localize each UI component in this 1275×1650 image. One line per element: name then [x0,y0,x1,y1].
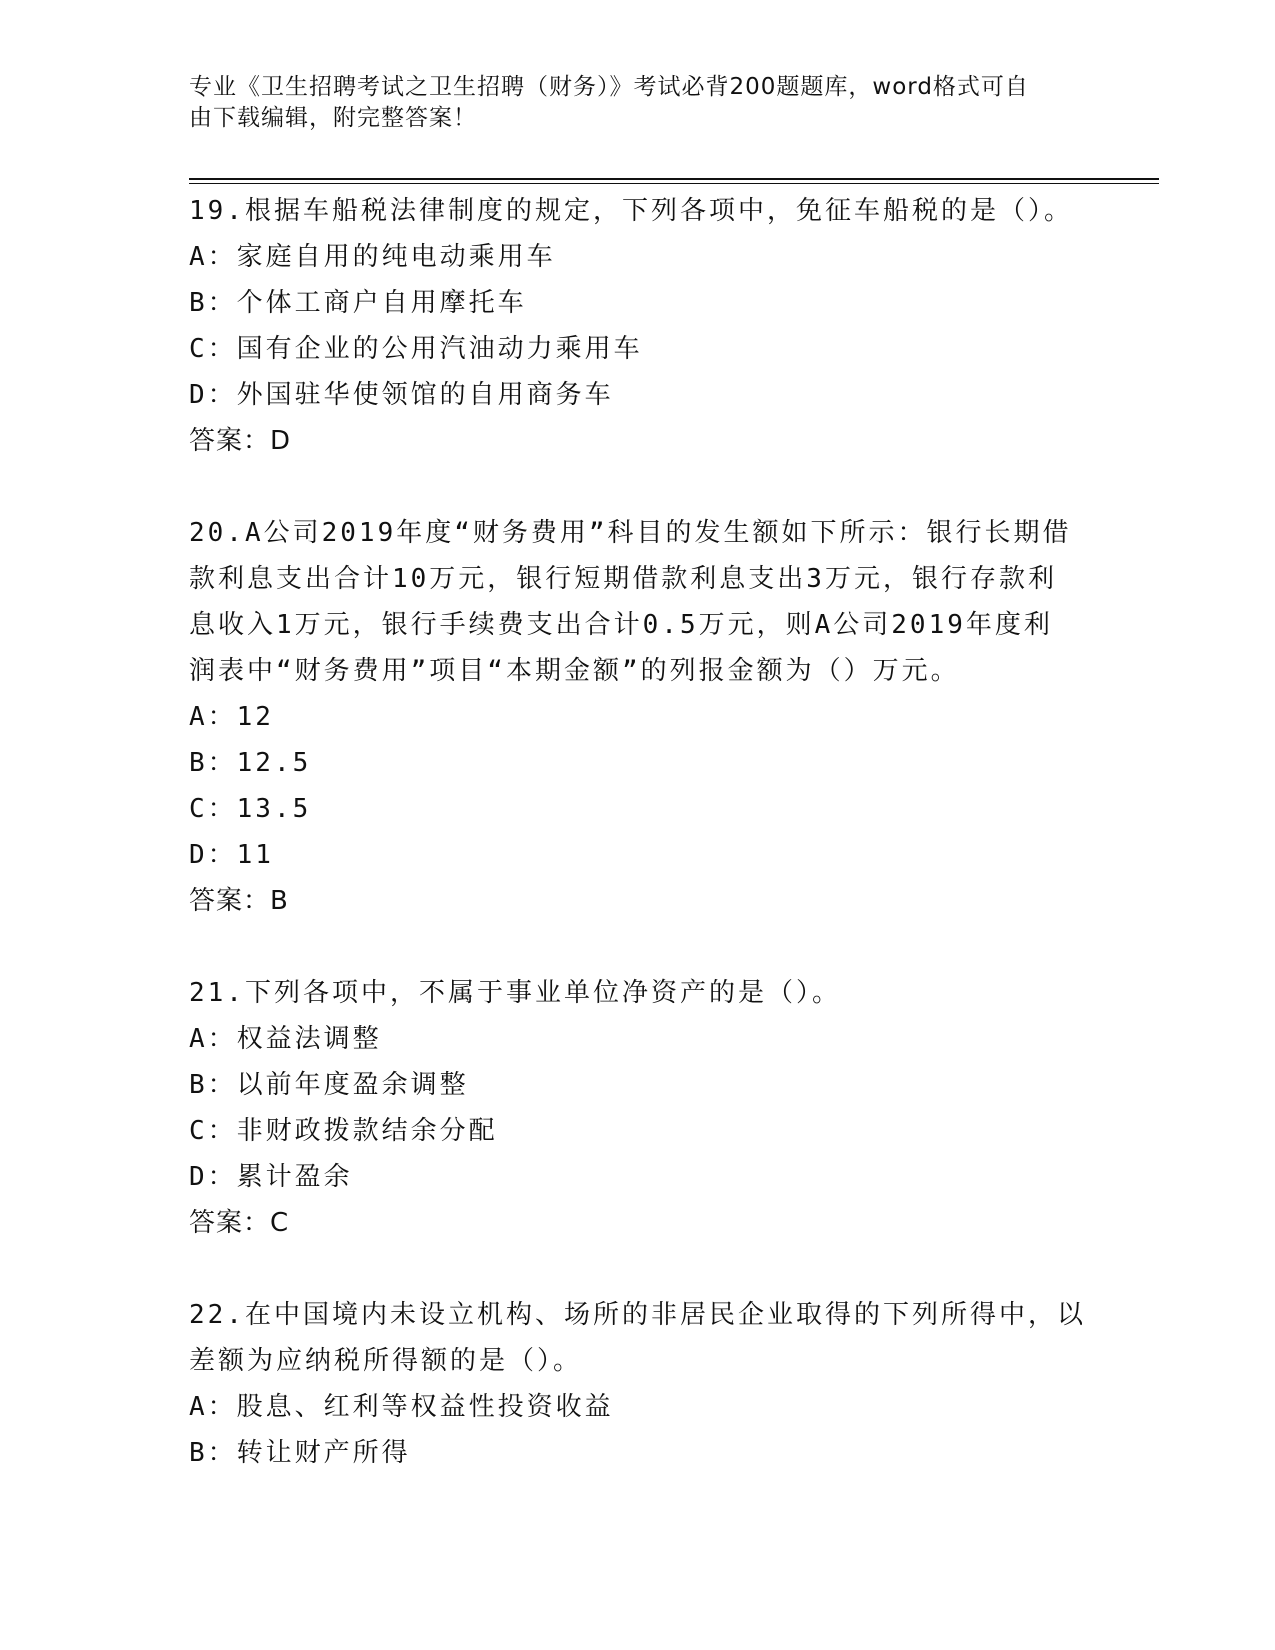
header-divider-thin [189,183,1159,184]
option-a: A：股息、红利等权益性投资收益 [189,1392,614,1422]
header-line-1: 专业《卫生招聘考试之卫生招聘（财务）》考试必背200题题库，word格式可自 [189,74,1029,100]
answer: 答案：C [189,1208,290,1238]
question-list [189,188,1089,1522]
question-22 [189,1292,1089,1476]
option-b: B：以前年度盈余调整 [189,1070,469,1100]
question-21 [189,970,1089,1246]
option-b: B：12.5 [189,748,312,778]
option-c: C：13.5 [189,794,312,824]
question-stem: 19.根据车船税法律制度的规定，下列各项中，免征车船税的是（）。 [189,196,1073,226]
question-stem: 22.在中国境内未设立机构、场所的非居民企业取得的下列所得中，以 [189,1300,1086,1330]
header-line-2: 由下载编辑，附完整答案！ [189,105,477,131]
option-c: C：非财政拨款结余分配 [189,1116,498,1146]
option-c: C：国有企业的公用汽油动力乘用车 [189,334,643,364]
question-stem: 息收入1万元，银行手续费支出合计0.5万元，则A公司2019年度利 [189,610,1053,640]
answer: 答案：B [189,886,289,916]
option-a: A：家庭自用的纯电动乘用车 [189,242,556,272]
question-20 [189,510,1089,924]
question-19 [189,188,1089,464]
question-stem: 差额为应纳税所得额的是（）。 [189,1346,583,1376]
option-d: D：外国驻华使领馆的自用商务车 [189,380,614,410]
option-a: A：权益法调整 [189,1024,382,1054]
header-divider-thick [189,178,1159,180]
question-stem: 款利息支出合计10万元，银行短期借款利息支出3万元，银行存款利 [189,564,1057,594]
option-b: B：个体工商户自用摩托车 [189,288,527,318]
option-b: B：转让财产所得 [189,1438,411,1468]
question-stem: 润表中“财务费用”项目“本期金额”的列报金额为（）万元。 [189,656,960,686]
question-stem: 20.A公司2019年度“财务费用”科目的发生额如下所示：银行长期借 [189,518,1072,548]
option-d: D：11 [189,840,274,870]
option-d: D：累计盈余 [189,1162,353,1192]
question-stem: 21.下列各项中，不属于事业单位净资产的是（）。 [189,978,841,1008]
answer: 答案：D [189,426,292,456]
option-a: A：12 [189,702,274,732]
document-header [189,72,1089,134]
